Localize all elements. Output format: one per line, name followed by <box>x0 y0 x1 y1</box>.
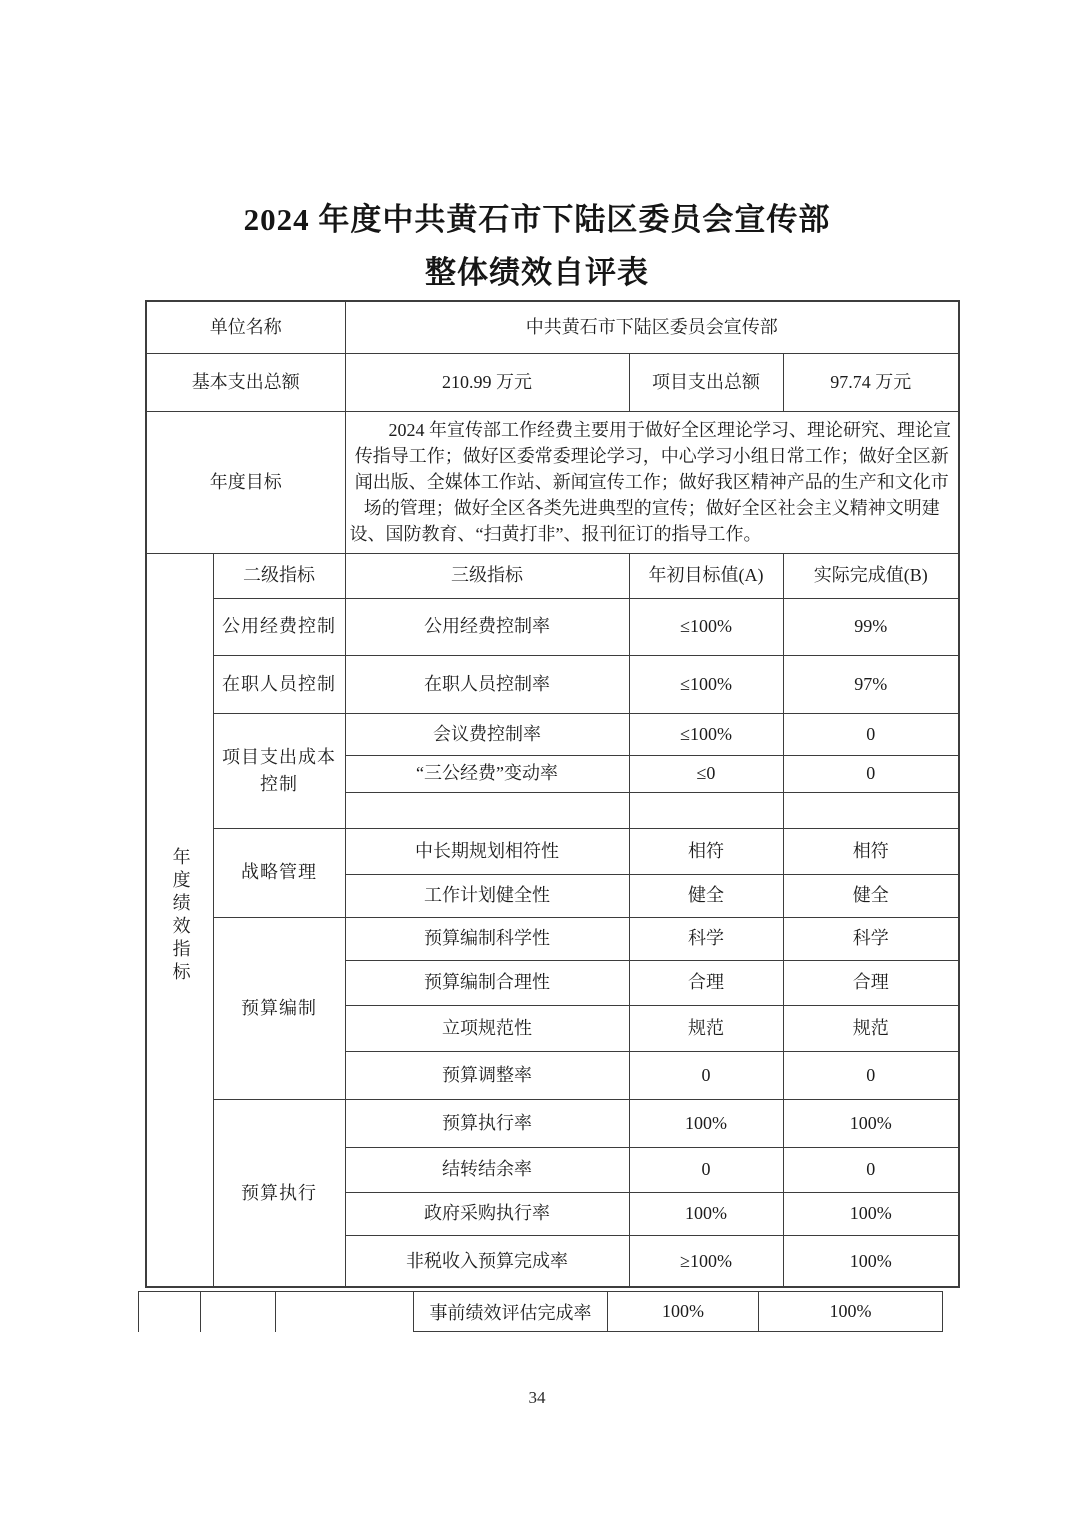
actual-value-cell: 0 <box>783 713 959 755</box>
group-name-cell: 公用经费控制 <box>213 598 345 655</box>
group-name-cell: 项目支出成本控制 <box>213 713 345 828</box>
indicator-name-cell: 非税收入预算完成率 <box>345 1235 629 1287</box>
indicator-name-cell: 预算编制合理性 <box>345 960 629 1005</box>
target-value-cell: ≥100% <box>629 1235 783 1287</box>
basic-expense-value: 210.99 万元 <box>345 353 629 411</box>
continuation-indicator-cell: 事前绩效评估完成率 <box>413 1291 607 1332</box>
actual-value-cell: 0 <box>783 1147 959 1192</box>
target-value-cell <box>629 792 783 828</box>
group-name-cell: 战略管理 <box>213 828 345 917</box>
unit-name-label: 单位名称 <box>146 301 345 353</box>
indicator-row <box>146 1099 959 1147</box>
indicator-row <box>146 655 959 713</box>
indicator-name-cell: 中长期规划相符性 <box>345 828 629 874</box>
side-header-cell <box>146 553 213 1287</box>
target-value-cell: 规范 <box>629 1005 783 1051</box>
col-header-actual: 实际完成值(B) <box>783 553 959 598</box>
continuation-table-fragment <box>138 1291 943 1332</box>
group-name-cell: 预算编制 <box>213 917 345 1099</box>
target-value-cell: 科学 <box>629 917 783 960</box>
continuation-target-cell: 100% <box>607 1291 758 1332</box>
indicator-name-cell: 立项规范性 <box>345 1005 629 1051</box>
basic-expense-label: 基本支出总额 <box>146 353 345 411</box>
actual-value-cell: 0 <box>783 1051 959 1099</box>
table-row <box>146 353 959 411</box>
annual-goal-label: 年度目标 <box>146 411 345 553</box>
indicator-name-cell: 预算执行率 <box>345 1099 629 1147</box>
indicator-name-cell: 工作计划健全性 <box>345 874 629 917</box>
indicator-name-cell <box>345 792 629 828</box>
actual-value-cell: 相符 <box>783 828 959 874</box>
target-value-cell: 100% <box>629 1099 783 1147</box>
actual-value-cell: 0 <box>783 755 959 792</box>
doc-title-line1: 2024 年度中共黄石市下陆区委员会宣传部 <box>243 202 831 237</box>
actual-value-cell: 规范 <box>783 1005 959 1051</box>
target-value-cell: 100% <box>629 1192 783 1235</box>
target-value-cell: 0 <box>629 1147 783 1192</box>
col-header-secondary: 二级指标 <box>213 553 345 598</box>
actual-value-cell: 健全 <box>783 874 959 917</box>
table-row <box>146 301 959 353</box>
continuation-actual-cell: 100% <box>758 1291 943 1332</box>
indicator-name-cell: 政府采购执行率 <box>345 1192 629 1235</box>
target-value-cell: 0 <box>629 1051 783 1099</box>
indicator-name-cell: 在职人员控制率 <box>345 655 629 713</box>
group-name-cell: 预算执行 <box>213 1099 345 1287</box>
group-name-cell: 在职人员控制 <box>213 655 345 713</box>
indicator-name-cell: 会议费控制率 <box>345 713 629 755</box>
col-header-tertiary: 三级指标 <box>345 553 629 598</box>
indicator-row <box>146 598 959 655</box>
actual-value-cell: 合理 <box>783 960 959 1005</box>
actual-value-cell: 100% <box>783 1235 959 1287</box>
continuation-empty-cell-3 <box>275 1291 413 1332</box>
indicator-header-row <box>146 553 959 598</box>
indicator-name-cell: 公用经费控制率 <box>345 598 629 655</box>
continuation-empty-cell-2 <box>200 1291 275 1332</box>
continuation-empty-cell-1 <box>138 1291 200 1332</box>
target-value-cell: 相符 <box>629 828 783 874</box>
indicator-name-cell: 预算调整率 <box>345 1051 629 1099</box>
actual-value-cell: 100% <box>783 1099 959 1147</box>
target-value-cell: 合理 <box>629 960 783 1005</box>
page-number: 34 <box>528 1388 546 1407</box>
project-expense-value: 97.74 万元 <box>783 353 959 411</box>
indicator-row <box>146 713 959 755</box>
unit-name-value: 中共黄石市下陆区委员会宣传部 <box>345 301 959 353</box>
indicator-row <box>146 917 959 960</box>
target-value-cell: ≤100% <box>629 598 783 655</box>
actual-value-cell <box>783 792 959 828</box>
side-header-vertical-text: 年度绩效指标 <box>170 847 191 986</box>
target-value-cell: 健全 <box>629 874 783 917</box>
target-value-cell: ≤100% <box>629 713 783 755</box>
annual-goal-text: 2024 年宣传部工作经费主要用于做好全区理论学习、理论研究、理论宣传指导工作；做好区委常委理论学习，中心学习小组日常工作；做好全区新闻出版、全媒体工作站、新闻宣传工作；做好我区精神产品的生产和文化市场的管理；做好全区各类先进典型的宣传；做好全区社会主义精神文明建设、国防教育、“扫黄打非”、报刊征订的指导工作。 <box>345 411 959 553</box>
indicator-name-cell: 预算编制科学性 <box>345 917 629 960</box>
project-expense-label: 项目支出总额 <box>629 353 783 411</box>
actual-value-cell: 科学 <box>783 917 959 960</box>
col-header-target: 年初目标值(A) <box>629 553 783 598</box>
table-row <box>146 411 959 553</box>
actual-value-cell: 99% <box>783 598 959 655</box>
indicator-row <box>146 828 959 874</box>
actual-value-cell: 97% <box>783 655 959 713</box>
indicator-name-cell: “三公经费”变动率 <box>345 755 629 792</box>
self-evaluation-table <box>145 300 960 1288</box>
target-value-cell: ≤100% <box>629 655 783 713</box>
doc-title-line2: 整体绩效自评表 <box>425 255 649 290</box>
actual-value-cell: 100% <box>783 1192 959 1235</box>
target-value-cell: ≤0 <box>629 755 783 792</box>
indicator-name-cell: 结转结余率 <box>345 1147 629 1192</box>
